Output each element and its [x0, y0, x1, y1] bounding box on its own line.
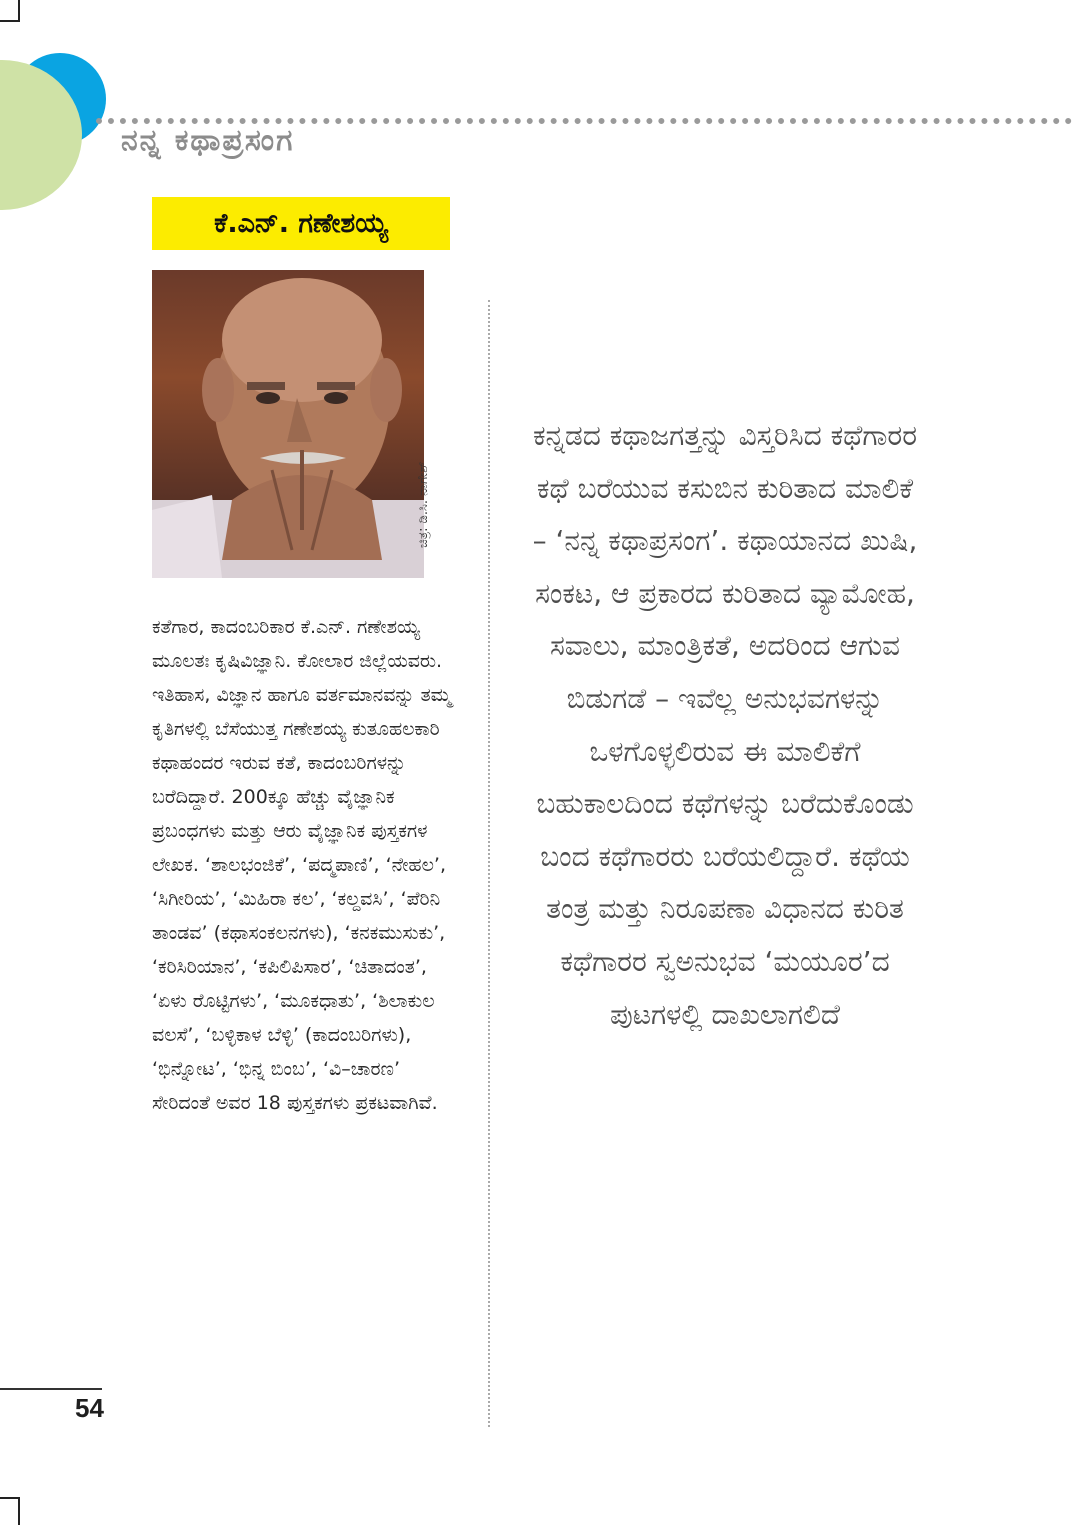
- photo-credit: ಚಿತ್ರ: ಡಿ.ಸಿ. ನಾಗೇಶ್: [416, 461, 431, 548]
- crop-mark-bottom-left-v: [18, 1497, 20, 1525]
- column-divider: [488, 300, 490, 1427]
- author-bio: ಕತೆಗಾರ, ಕಾದಂಬರಿಕಾರ ಕೆ.ಎನ್. ಗಣೇಶಯ್ಯ ಮೂಲತಃ ಕೃಷಿವಿಜ್ಞಾನಿ. ಕೋಲಾರ ಜಿಲ್ಲೆಯವರು. ಇತಿಹಾಸ, ವಿಜ್ಞಾನ ಹಾಗೂ ವರ್ತಮಾನವನ್ನು ತಮ್ಮ ಕೃತಿಗಳಲ್ಲಿ ಬೆಸೆಯುತ್ತ ಗಣೇಶಯ್ಯ ಕುತೂಹಲಕಾರಿ ಕಥಾಹಂದರ ಇರುವ ಕತೆ, ಕಾದಂಬರಿಗಳನ್ನು ಬರೆದಿದ್ದಾರೆ. 200ಕ್ಕೂ ಹೆಚ್ಚು ವೈಜ್ಞಾನಿಕ ಪ್ರಬಂಧಗಳು ಮತ್ತು ಆರು ವೈಜ್ಞಾನಿಕ ಪುಸ್ತಕಗಳ ಲೇಖಕ. ‘ಶಾಲಭಂಜಿಕೆ’, ‘ಪದ್ಮಪಾಣಿ’, ‘ನೇಹಲ’, ‘ಸಿಗೀರಿಯ’, ‘ಮಿಹಿರಾ ಕಲ’, ‘ಕಲ್ದವಸಿ’, ‘ಪೆರಿನಿ ತಾಂಡವ’ (ಕಥಾಸಂಕಲನಗಳು), ‘ಕನಕಮುಸುಕು’, ‘ಕರಿಸಿರಿಯಾನ’, ‘ಕಪಿಲಿಪಿಸಾರ’, ‘ಚಿತಾದಂತ’, ‘ಏಳು ರೊಟ್ಟಿಗಳು’, ‘ಮೂಕಧಾತು’, ‘ಶಿಲಾಕುಲ ವಲಸೆ’, ‘ಬಳ್ಳಿಕಾಳ ಬೆಳ್ಳಿ’ (ಕಾದಂಬರಿಗಳು), ‘ಭಿನ್ನೋಟ’, ‘ಭಿನ್ನ ಬಿಂಬ’, ‘ವಿ–ಚಾರಣ’ ಸೇರಿದಂತೆ ಅವರ 18 ಪುಸ್ತಕಗಳು ಪ್ರಕಟವಾಗಿವೆ.: [152, 616, 452, 1114]
- crop-mark-top-left-v: [18, 0, 20, 22]
- page-number: 54: [75, 1393, 104, 1423]
- footer-rule: [0, 1388, 102, 1390]
- series-title: ನನ್ನ ಕಥಾಪ್ರಸಂಗ: [121, 123, 295, 158]
- crop-mark-top-left-h: [0, 20, 20, 22]
- author-name: ಕೆ.ಎನ್. ಗಣೇಶಯ್ಯ: [214, 207, 388, 239]
- author-name-banner: [152, 197, 450, 250]
- crop-mark-bottom-left-h: [0, 1497, 20, 1499]
- series-introduction: ಕನ್ನಡದ ಕಥಾಜಗತ್ತನ್ನು ವಿಸ್ತರಿಸಿದ ಕಥೆಗಾರರ ಕಥೆ ಬರೆಯುವ ಕಸುಬಿನ ಕುರಿತಾದ ಮಾಲಿಕೆ – ‘ನನ್ನ ಕಥಾಪ್ರಸಂಗ’. ಕಥಾಯಾನದ ಖುಷಿ, ಸಂಕಟ, ಆ ಪ್ರಕಾರದ ಕುರಿತಾದ ವ್ಯಾಮೋಹ, ಸವಾಲು, ಮಾಂತ್ರಿಕತೆ, ಅದರಿಂದ ಆಗುವ ಬಿಡುಗಡೆ – ಇವೆಲ್ಲ ಅನುಭವಗಳನ್ನು ಒಳಗೊಳ್ಳಲಿರುವ ಈ ಮಾಲಿಕೆಗೆ ಬಹುಕಾಲದಿಂದ ಕಥೆಗಳನ್ನು ಬರೆದುಕೊಂಡು ಬಂದ ಕಥೆಗಾರರು ಬರೆಯಲಿದ್ದಾರೆ. ಕಥೆಯ ತಂತ್ರ ಮತ್ತು ನಿರೂಪಣಾ ವಿಧಾನದ ಕುರಿತ ಕಥೆಗಾರರ ಸ್ವಅನುಭವ ‘ಮಯೂರ’ದ ಪುಟಗಳಲ್ಲಿ ದಾಖಲಾಗಲಿದೆ: [532, 419, 918, 1031]
- author-photo: [152, 270, 424, 578]
